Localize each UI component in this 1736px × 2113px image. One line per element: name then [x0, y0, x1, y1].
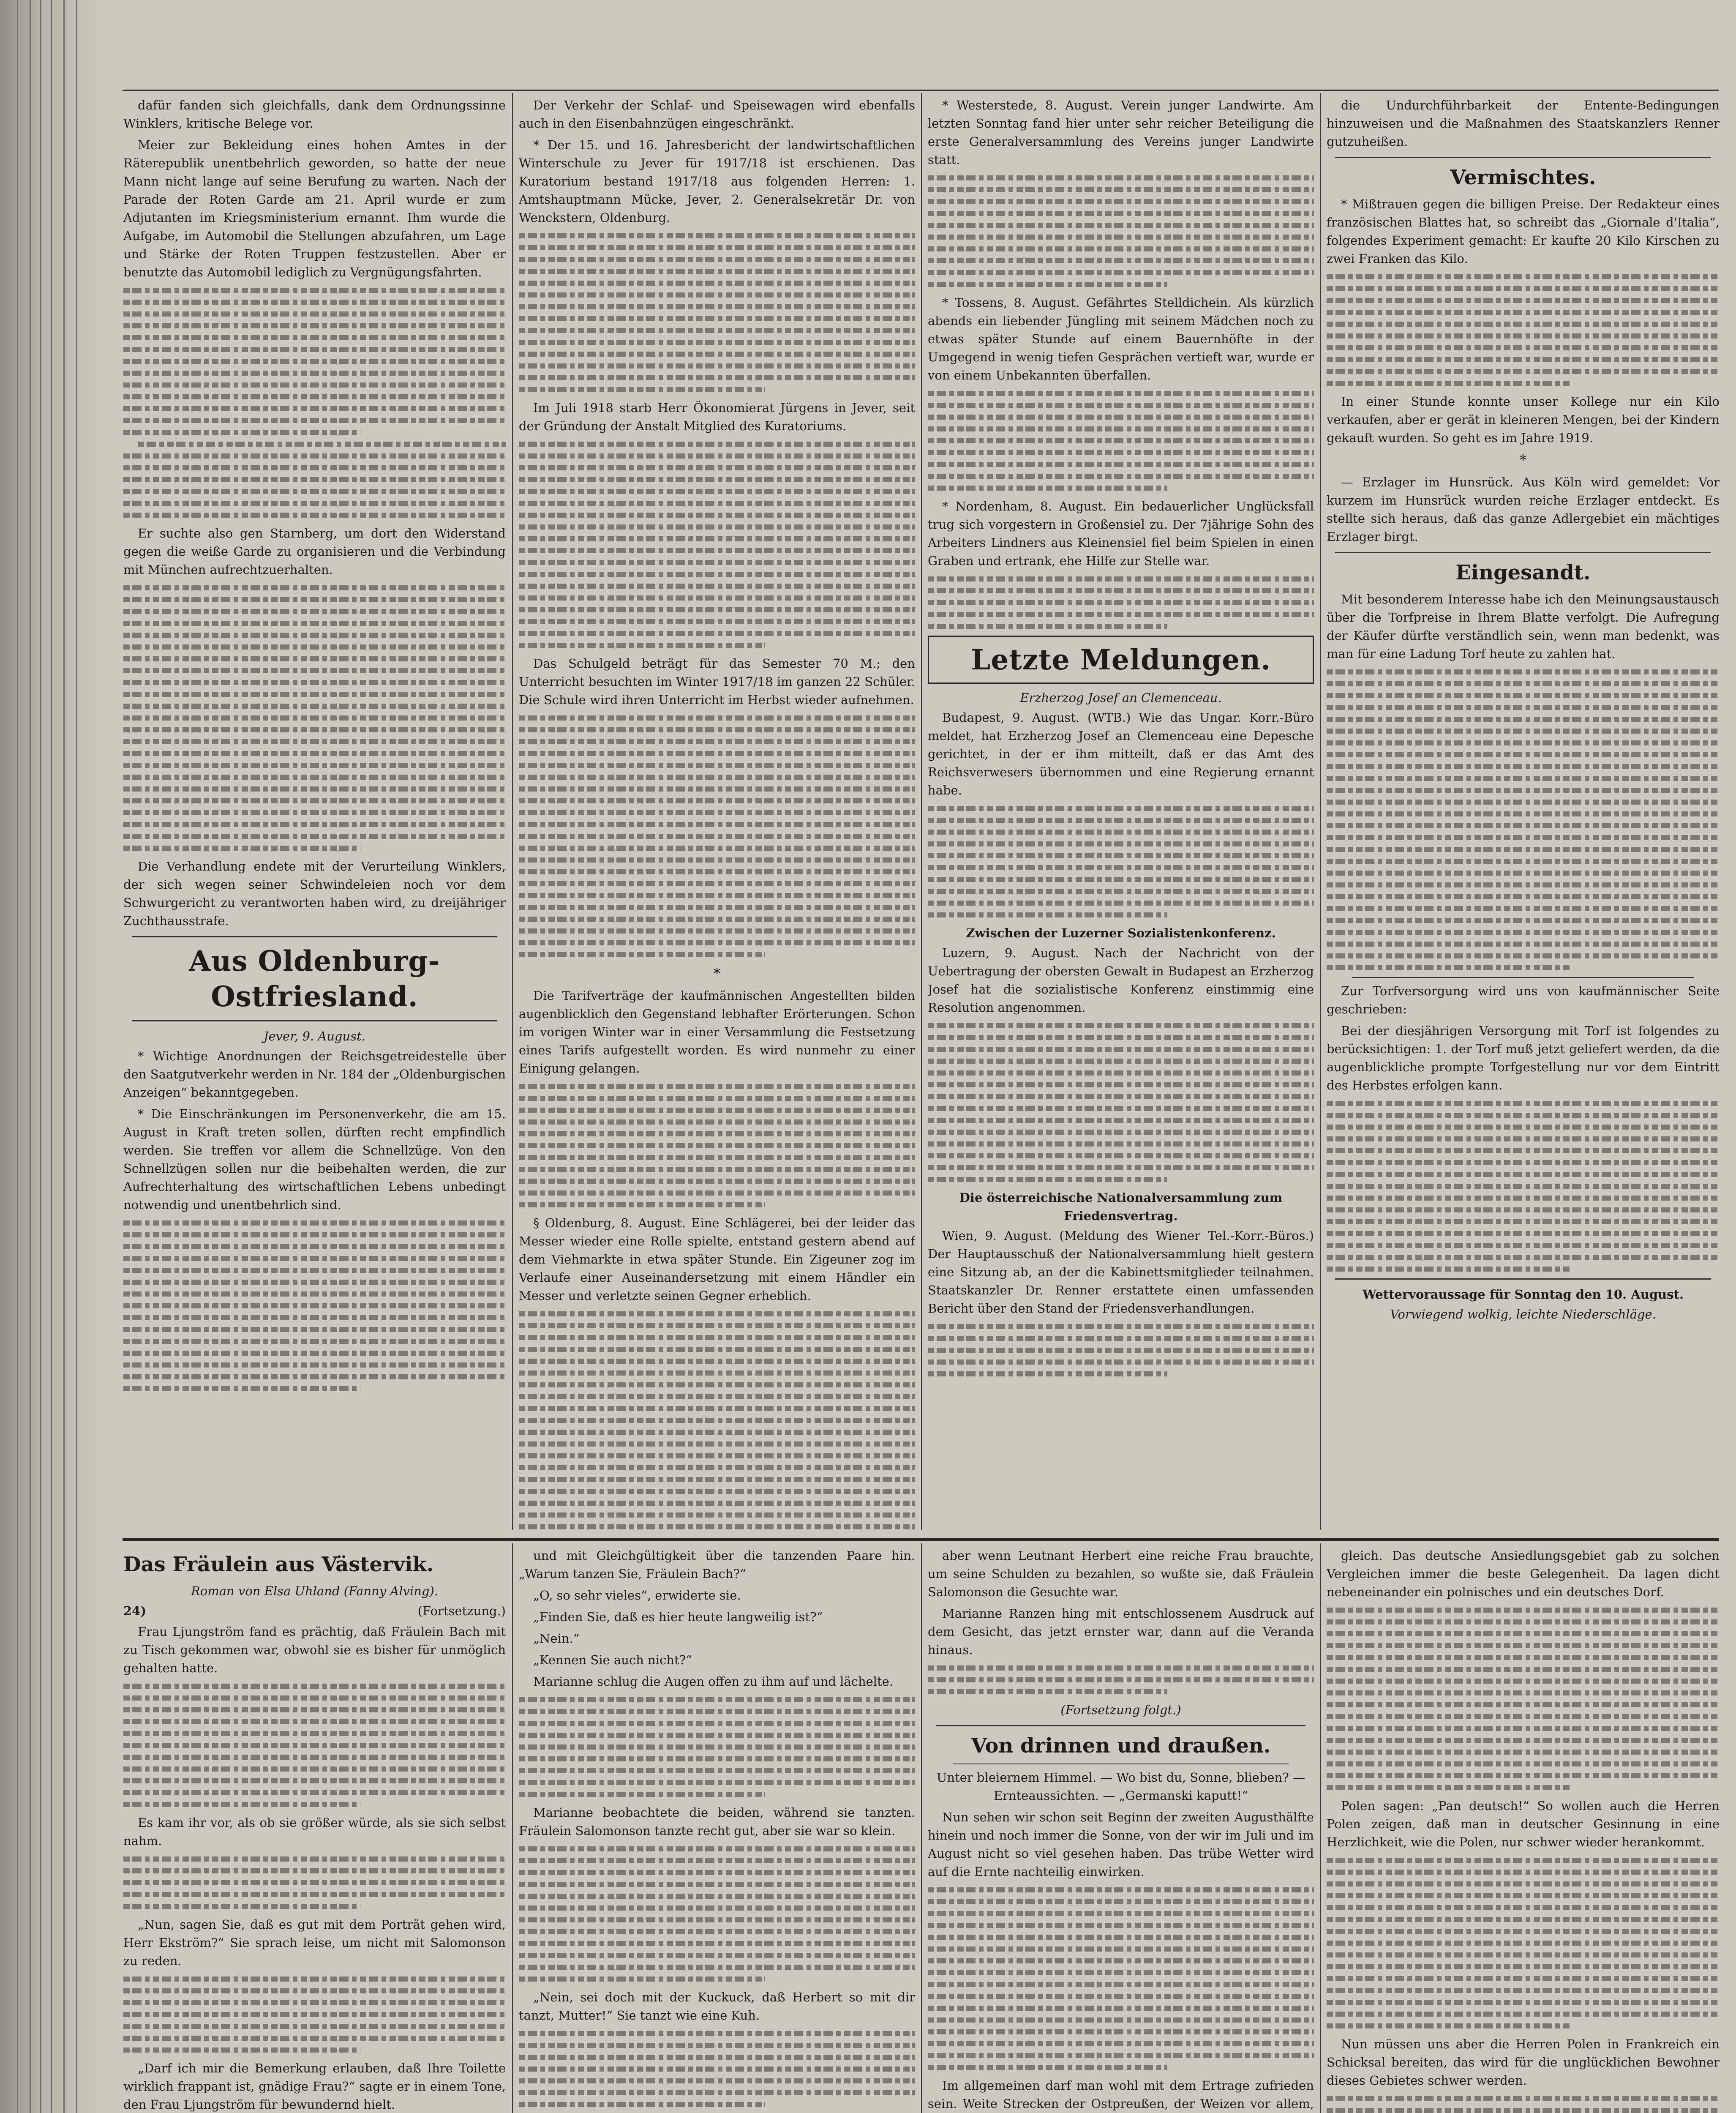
novel-byline: Roman von Elsa Uhland (Fanny Alving).	[191, 1584, 439, 1598]
article-paragraph: Polen sagen: „Pan deutsch!“ So wollen auch die Herren Polen zeigen, daß man in deutscher Gesinnung in eine Herzlichkeit, wie die Polen, nur schwer wieder herankommt.	[1327, 1799, 1720, 1849]
section-divider	[1352, 977, 1694, 978]
article-paragraph: * Der 15. und 16. Jahresbericht der landwirtschaftlichen Winterschule zu Jever für 1917/18 ist erschienen. Das Kuratorium bestand 1917/18 aus folgenden Herren: 1. Amtshauptmann Mücke, Jever, 2. Generalsekretär Dr. von Wenckstern, Oldenburg.	[519, 138, 915, 225]
text-lines	[519, 1846, 915, 1982]
article-paragraph: dafür fanden sich gleichfalls, dank dem Ordnungssinne Winklers, kritische Belege vor.	[123, 98, 506, 131]
text-lines	[1327, 1608, 1720, 1790]
episode-number: 24)	[123, 1604, 147, 1618]
column-6	[519, 1547, 915, 2113]
section-divider	[1335, 157, 1711, 158]
novel-paragraph: „Kennen Sie auch nicht?“	[533, 1653, 692, 1667]
article-paragraph: Der Verkehr der Schlaf- und Speisewagen wird ebenfalls auch in den Eisenbahnzügen eingeschränkt.	[519, 98, 915, 131]
column-3	[928, 96, 1314, 1533]
text-lines	[928, 1665, 1314, 1694]
novel-paragraph: Frau Ljungström fand es prächtig, daß Fräulein Bach mit zu Tisch gekommen war, obwohl sie es bisher für unmöglich gehalten hatte.	[123, 1624, 506, 1675]
article-lead: Unter bleiernem Himmel. — Wo bist du, Sonne, blieben? — Ernteaussichten. — „Germanski kaputt!“	[936, 1770, 1305, 1803]
feuilleton-divider	[123, 1538, 1719, 1541]
text-lines	[519, 2031, 915, 2107]
article-paragraph: * Tossens, 8. August. Gefährtes Stelldichein. Als kürzlich abends ein liebender Jüngling mit seinem Mädchen noch zu etwas später Stunde auf einem Bauernhöfte in der Umgegend in wenig tiefen Gesprächen vertieft war, wurde er von einem Unbekannten überfallen.	[928, 295, 1314, 382]
novel-paragraph: aber wenn Leutnant Herbert eine reiche Frau brauchte, um seine Schulden zu bezahlen, so wußte sie, daß Fräulein Salomonson die Gesuchte war.	[928, 1548, 1314, 1599]
text-lines	[928, 175, 1314, 287]
text-lines	[928, 391, 1314, 491]
article-paragraph: Nun müssen uns aber die Herren Polen in Frankreich ein Schicksal bereiten, das wird für die unglücklichen Bewohner dieses Gebietes schwer werden.	[1327, 2037, 1720, 2088]
text-lines	[123, 288, 506, 518]
header-rule	[123, 90, 1719, 91]
text-lines	[1327, 1101, 1720, 1272]
section-divider	[1335, 552, 1711, 553]
novel-paragraph: „Nein, sei doch mit der Kuckuck, daß Herbert so mit dir tanzt, Mutter!“ Sie tanzt wie eine Kuh.	[519, 1990, 915, 2023]
text-lines	[928, 576, 1314, 629]
section-title-drinnen-draussen: Von drinnen und draußen.	[971, 1734, 1271, 1758]
article-paragraph: * Westerstede, 8. August. Verein junger Landwirte. Am letzten Sonntag fand hier unter sehr reicher Beteiligung die erste Generalversammlung des Vereins junger Landwirte statt.	[928, 98, 1314, 167]
dateline: Jever, 9. August.	[264, 1029, 365, 1043]
article-paragraph: Meier zur Bekleidung eines hohen Amtes in der Räterepublik unentbehrlich geworden, so hatte der neue Mann nicht lange auf seine Berufung zu warten. Nach der Parade der Roten Garde am 21. April wurde er zum Adjutanten im Kriegsministerium ernannt. Ihm wurde die Aufgabe, im Automobil die Stellungen abzufahren, um Lage und Stärke der Roten Truppen festzustellen. Aber er benutzte das Automobil lediglich zu Vergnügungsfahrten.	[123, 138, 506, 279]
article-paragraph: Nun sehen wir schon seit Beginn der zweiten Augusthälfte hinein und noch immer die Sonne, von der wir im Juli und im August nicht so viel gesehen haben. Das trübe Wetter wird auf die Ernte nachteilig einwirken.	[928, 1810, 1314, 1879]
article-paragraph: Wien, 9. August. (Meldung des Wiener Tel.-Korr.-Büros.) Der Hauptausschuß der Nationalversammlung hielt gestern eine Sitzung ab, an der die Kabinettsmitglieder teilnahmen. Staatskanzler Dr. Renner erstattete einen umfassenden Bericht über den Stand der Friedensverhandlungen.	[928, 1228, 1314, 1316]
text-lines	[1327, 2096, 1720, 2113]
weather-forecast-text: Vorwiegend wolkig, leichte Niederschläge.	[1390, 1307, 1656, 1321]
article-paragraph: * Mißtrauen gegen die billigen Preise. Der Redakteur eines französischen Blattes hat, so schreibt das „Giornale d'Italia“, folgendes Experiment gemacht: Er kaufte 20 Kilo Kirschen zu zwei Franken das Kilo.	[1327, 197, 1720, 266]
novel-paragraph: „Finden Sie, daß es hier heute langweilig ist?“	[533, 1610, 823, 1624]
novel-title: Das Fräulein aus Västervik.	[123, 1553, 434, 1576]
novel-paragraph: und mit Gleichgültigkeit über die tanzenden Paare hin. „Warum tanzen Sie, Fräulein Bach?“	[519, 1548, 915, 1581]
section-title-letzte-meldungen: Letzte Meldungen.	[970, 643, 1271, 676]
text-lines	[928, 1887, 1314, 2070]
article-paragraph: Die Verhandlung endete mit der Verurteilung Winklers, der sich wegen seiner Schwindeleien noch vor dem Schwurgericht zu verantworten haben wird, zu dreijähriger Zuchthausstrafe.	[123, 859, 506, 928]
article-paragraph: — Erzlager im Hunsrück. Aus Köln wird gemeldet: Vor kurzem im Hunsrück wurden reiche Erzlager entdeckt. Es stellte sich heraus, daß das ganze Adlergebiet ein mächtiges Erzlager birgt.	[1327, 475, 1720, 544]
text-lines	[123, 1977, 506, 2053]
text-lines	[123, 1220, 506, 1391]
novel-paragraph: Marianne beobachtete die beiden, während sie tanzten. Fräulein Salomonson tanzte recht gut, aber sie war so klein.	[519, 1805, 915, 1838]
article-paragraph: Bei der diesjährigen Versorgung mit Torf ist folgendes zu berücksichtigen: 1. der Torf muß jetzt geliefert werden, da die augenblickliche prompte Torfgestellung nur vor dem Eintritt des Herbstes erfolgen kann.	[1327, 1024, 1720, 1092]
article-paragraph: gleich. Das deutsche Ansiedlungsgebiet gab zu solchen Vergleichen immer die beste Gelegenheit. Da lagen dicht nebeneinander ein polnisches und ein deutsches Dorf.	[1327, 1548, 1720, 1599]
separator-star: *	[713, 965, 721, 982]
text-lines	[519, 1084, 915, 1207]
section-divider	[936, 1725, 1305, 1726]
novel-paragraph: Es kam ihr vor, als ob sie größer würde, als sie sich selbst nahm.	[123, 1815, 506, 1848]
section-title-box	[928, 636, 1314, 684]
column-4	[1327, 96, 1720, 1533]
article-paragraph: Im Juli 1918 starb Herr Ökonomierat Jürgens in Jever, seit der Gründung der Anstalt Mitglied des Kuratoriums.	[519, 401, 915, 433]
text-lines	[519, 1697, 915, 1797]
section-title-vermischtes: Vermischtes.	[1450, 166, 1596, 189]
column-8	[1327, 1547, 1720, 2113]
text-lines	[1327, 274, 1720, 386]
section-title-eingesandt: Eingesandt.	[1455, 561, 1591, 584]
article-paragraph: * Nordenham, 8. August. Ein bedauerlicher Unglücksfall trug sich vorgestern in Großensiel zu. Der 7jährige Sohn des Arbeiters Lindners aus Kleinensiel fiel beim Spielen in einen Graben und ertrank, ehe Hilfe zur Stelle war.	[928, 499, 1314, 568]
article-paragraph: § Oldenburg, 8. August. Eine Schlägerei, bei der leider das Messer wieder eine Rolle spielte, entstand gestern abend auf dem Viehmarkte in etwa später Stunde. Ein Zigeuner zog im Verlaufe einer Auseinandersetzung mit einem Händler ein Messer und verletzte seinen Gegner erheblich.	[519, 1216, 915, 1303]
column-2	[519, 96, 915, 1533]
article-paragraph: Die Tarifverträge der kaufmännischen Angestellten bilden augenblicklich den Gegenstand lebhafter Erörterungen. Schon im vorigen Winter war in einer Versammlung die Festsetzung eines Tarifs aufgestellt worden. Es wird nunmehr zu einer Einigung gelangen.	[519, 988, 915, 1076]
article-paragraph: Das Schulgeld beträgt für das Semester 70 M.; den Unterricht besuchten im Winter 1917/18 im ganzen 22 Schüler. Die Schule wird ihren Unterricht im Herbst wieder aufnehmen.	[519, 656, 915, 707]
text-lines	[1327, 669, 1720, 970]
article-paragraph: Luzern, 9. August. Nach der Nachricht von der Uebertragung der obersten Gewalt in Budapest an Erzherzog Josef hat die sozialistische Konferenz einstimmig eine Resolution angenommen.	[928, 946, 1314, 1015]
book-binding-edge	[0, 0, 97, 2113]
article-paragraph: Er suchte also gen Starnberg, um dort den Widerstand gegen die weiße Garde zu organisieren und die Verbindung mit München aufrechtzuerhalten.	[123, 526, 506, 577]
article-paragraph: * Die Einschränkungen im Personenverkehr, die am 15. August in Kraft treten sollen, dürften recht empfindlich werden. Sie treffen vor allem die Schnellzüge. Von den Schnellzügen sollen nur die beibehalten werden, die zur Aufrechterhaltung des wirtschaftlichen Lebens unbedingt notwendig und unentbehrlich sind.	[123, 1107, 506, 1212]
text-lines	[928, 1324, 1314, 1376]
novel-paragraph: Marianne schlug die Augen offen zu ihm auf und lächelte.	[533, 1674, 894, 1689]
column-7	[928, 1547, 1314, 2113]
text-lines	[519, 233, 915, 392]
text-lines	[519, 442, 915, 648]
article-paragraph: Im allgemeinen darf man wohl mit dem Ertrage zufrieden sein. Weite Strecken der Ostpreußen, der Weizen vor allem,	[928, 2078, 1314, 2111]
novel-paragraph: „O, so sehr vieles“, erwiderte sie.	[533, 1588, 741, 1602]
article-paragraph: Budapest, 9. August. (WTB.) Wie das Ungar. Korr.-Büro meldet, hat Erzherzog Josef an Clemenceau eine Depesche gerichtet, in der er ihm mitteilt, daß er das Amt des Reichsverwesers übernommen und eine Regierung ernannt habe.	[928, 710, 1314, 797]
article-paragraph: Zur Torfversorgung wird uns von kaufmännischer Seite geschrieben:	[1327, 984, 1720, 1016]
article-paragraph: Mit besonderem Interesse habe ich den Meinungsaustausch über die Torfpreise in Ihrem Blatte verfolgt. Die Aufregung der Käufer dürfte verständlich sein, wenn man bedenkt, was man für eine Ladung Torf heute zu zahlen hat.	[1327, 592, 1720, 661]
column-5	[123, 1547, 506, 2113]
novel-paragraph: „Nun, sagen Sie, daß es gut mit dem Porträt gehen wird, Herr Ekström?“ Sie sprach leise, um nicht mit Salomonson zu reden.	[123, 1917, 506, 1968]
text-lines	[928, 1023, 1314, 1182]
text-lines	[519, 1311, 915, 1533]
separator-star: *	[1519, 452, 1527, 469]
text-lines	[519, 715, 915, 957]
text-lines	[1327, 1858, 1720, 2028]
column-1	[123, 96, 506, 1533]
section-divider	[1335, 1278, 1711, 1280]
text-lines	[928, 806, 1314, 917]
to-be-continued: (Fortsetzung folgt.)	[1060, 1703, 1181, 1717]
section-divider	[132, 1020, 497, 1021]
article-paragraph: * Wichtige Anordnungen der Reichsgetreidestelle über den Saatgutverkehr werden in Nr. 184 der „Oldenburgischen Anzeigen“ bekanntgegeben.	[123, 1049, 506, 1100]
novel-paragraph: „Darf ich mir die Bemerkung erlauben, daß Ihre Toilette wirklich frappant ist, gnädige Frau?“ sagte er in einem Tone, den Frau Ljungström für bewundernd hielt.	[123, 2061, 506, 2112]
subheading: Erzherzog Josef an Clemenceau.	[1020, 691, 1222, 705]
text-lines	[123, 585, 506, 851]
text-lines	[123, 1684, 506, 1807]
text-lines	[123, 1856, 506, 1909]
novel-paragraph: „Nein.“	[533, 1631, 580, 1646]
section-divider	[132, 936, 497, 937]
subheading: Die österreichische Nationalversammlung zum Friedensvertrag.	[959, 1190, 1283, 1223]
article-paragraph: In einer Stunde konnte unser Kollege nur ein Kilo verkaufen, aber er gerät in kleineren Mengen, bei der Kindern gekauft wurden. So geht es im Jahre 1919.	[1327, 394, 1720, 445]
continued-label: (Fortsetzung.)	[417, 1604, 506, 1618]
weather-forecast-title: Wettervoraussage für Sonntag den 10. August.	[1363, 1287, 1684, 1302]
article-paragraph: die Undurchführbarkeit der Entente-Bedingungen hinzuweisen und die Maßnahmen des Staatskanzlers Renner gutzuheißen.	[1327, 98, 1720, 149]
novel-paragraph: Marianne Ranzen hing mit entschlossenem Ausdruck auf dem Gesicht, das jetzt ernster war, dann auf die Veranda hinaus.	[928, 1606, 1314, 1657]
subheading: Zwischen der Luzerner Sozialistenkonferenz.	[966, 926, 1276, 940]
section-title-oldenburg: Aus Oldenburg-Ostfriesland.	[189, 945, 440, 1013]
